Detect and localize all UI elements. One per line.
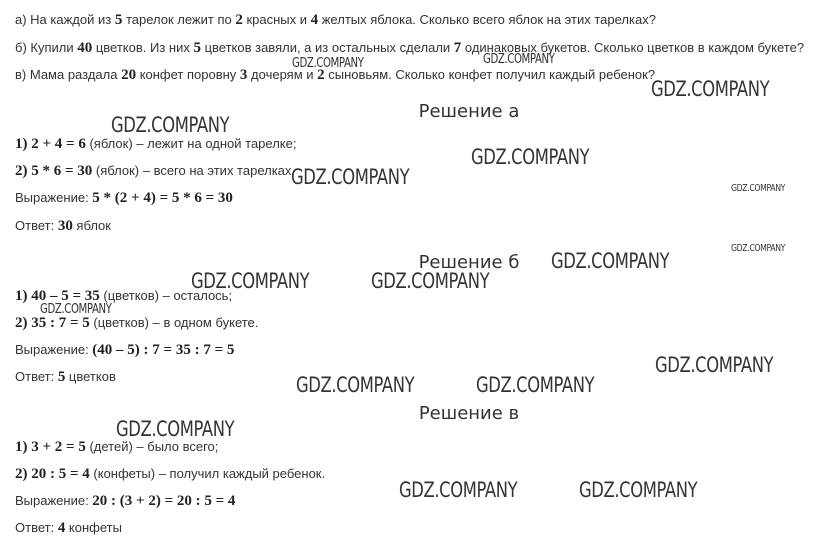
step-text: (цветков) – осталось; [99,288,233,303]
task-c-text: сыновьям. Сколько конфет получил каждый ребенок? [324,67,656,82]
task-b-text: цветков завяли, а из остальных сделали [200,40,454,55]
task-a-num: 4 [310,12,319,28]
answer-value: 30 [57,218,73,234]
solution-a-heading: Решение а [418,101,520,122]
answer-unit: яблок [72,218,111,233]
solution-b-step-2 [15,315,258,331]
task-c-num: 3 [239,67,248,83]
task-a-text: красных и [242,12,311,27]
watermark: GDZ.COMPANY [655,353,774,377]
formula: 20 : (3 + 2) = 20 : 5 = 4 [92,493,236,509]
formula: 2) 35 : 7 = 5 [15,315,90,331]
task-a-text: желтых яблока. Сколько всего яблок на этих тарелках? [318,12,656,27]
solution-c-heading: Решение в [418,403,520,424]
expression-label: Выражение: [15,493,93,508]
task-c-text: в) Мама раздала [15,67,122,82]
watermark: GDZ.COMPANY [579,478,698,502]
watermark: GDZ.COMPANY [483,52,555,67]
watermark: GDZ.COMPANY [116,417,235,441]
watermark: GDZ.COMPANY [371,269,490,293]
task-a-text: тарелок лежит по [122,12,236,27]
answer-unit: конфеты [65,520,122,535]
answer-unit: цветков [65,369,116,384]
step-text: (яблок) – лежит на одной тарелке; [85,136,297,151]
task-a-num: 5 [114,12,123,28]
watermark: GDZ.COMPANY [476,373,595,397]
step-text: (цветков) – в одном букете. [89,315,259,330]
answer-label: Ответ: [15,218,58,233]
formula: 5 * (2 + 4) = 5 * 6 = 30 [92,190,233,206]
expression-label: Выражение: [15,342,93,357]
task-c-num: 2 [317,67,325,83]
formula: (40 – 5) : 7 = 35 : 7 = 5 [92,342,235,358]
watermark: GDZ.COMPANY [191,269,310,293]
watermark: GDZ.COMPANY [296,373,415,397]
task-b-text: б) Купили [15,40,78,55]
watermark: GDZ.COMPANY [40,302,112,317]
task-a-text: а) На каждой из [15,12,115,27]
solution-c-answer [15,520,122,536]
task-b-text: цветков. Из них [92,40,194,55]
formula: 2) 20 : 5 = 4 [15,466,90,482]
watermark: GDZ.COMPANY [291,165,410,189]
task-b [15,40,804,56]
solution-a-step-1 [15,136,296,152]
step-text: (конфеты) – получил каждый ребенок. [89,466,326,481]
watermark: GDZ.COMPANY [551,249,670,273]
task-b-num: 40 [77,40,93,56]
solution-c-step-1 [15,439,218,455]
solution-b-expression [15,342,234,358]
watermark: GDZ.COMPANY [731,183,786,194]
answer-label: Ответ: [15,520,58,535]
solution-a-expression [15,190,233,206]
expression-label: Выражение: [15,190,93,205]
formula: 2) 5 * 6 = 30 [15,163,93,179]
task-c-text: дочерям и [247,67,318,82]
task-a-num: 2 [235,12,243,28]
solution-c-step-2 [15,466,325,482]
formula: 1) 3 + 2 = 5 [15,439,86,455]
task-c-text: конфет поровну [136,67,240,82]
watermark: GDZ.COMPANY [471,145,590,169]
watermark: GDZ.COMPANY [651,77,770,101]
task-b-text: одинаковых букетов. Сколько цветков в каждом букете? [461,40,805,55]
step-text: (детей) – было всего; [85,439,219,454]
solution-b-heading: Решение б [418,252,520,273]
solution-c-expression [15,493,235,509]
answer-value: 5 [57,369,66,385]
solution-b-answer [15,369,116,385]
task-b-num: 5 [193,40,201,56]
solution-a-step-2 [15,163,295,179]
solution-a-answer [15,218,111,234]
formula: 1) 2 + 4 = 6 [15,136,86,152]
watermark: GDZ.COMPANY [731,243,786,254]
answer-label: Ответ: [15,369,58,384]
task-b-num: 7 [453,40,462,56]
answer-value: 4 [57,520,66,536]
watermark: GDZ.COMPANY [399,478,518,502]
watermark: GDZ.COMPANY [292,56,364,71]
watermark: GDZ.COMPANY [111,113,230,137]
formula: 1) 40 – 5 = 35 [15,288,100,304]
task-a [15,12,656,28]
task-c-num: 20 [121,67,137,83]
step-text: (яблок) – всего на этих тарелках. [92,163,296,178]
